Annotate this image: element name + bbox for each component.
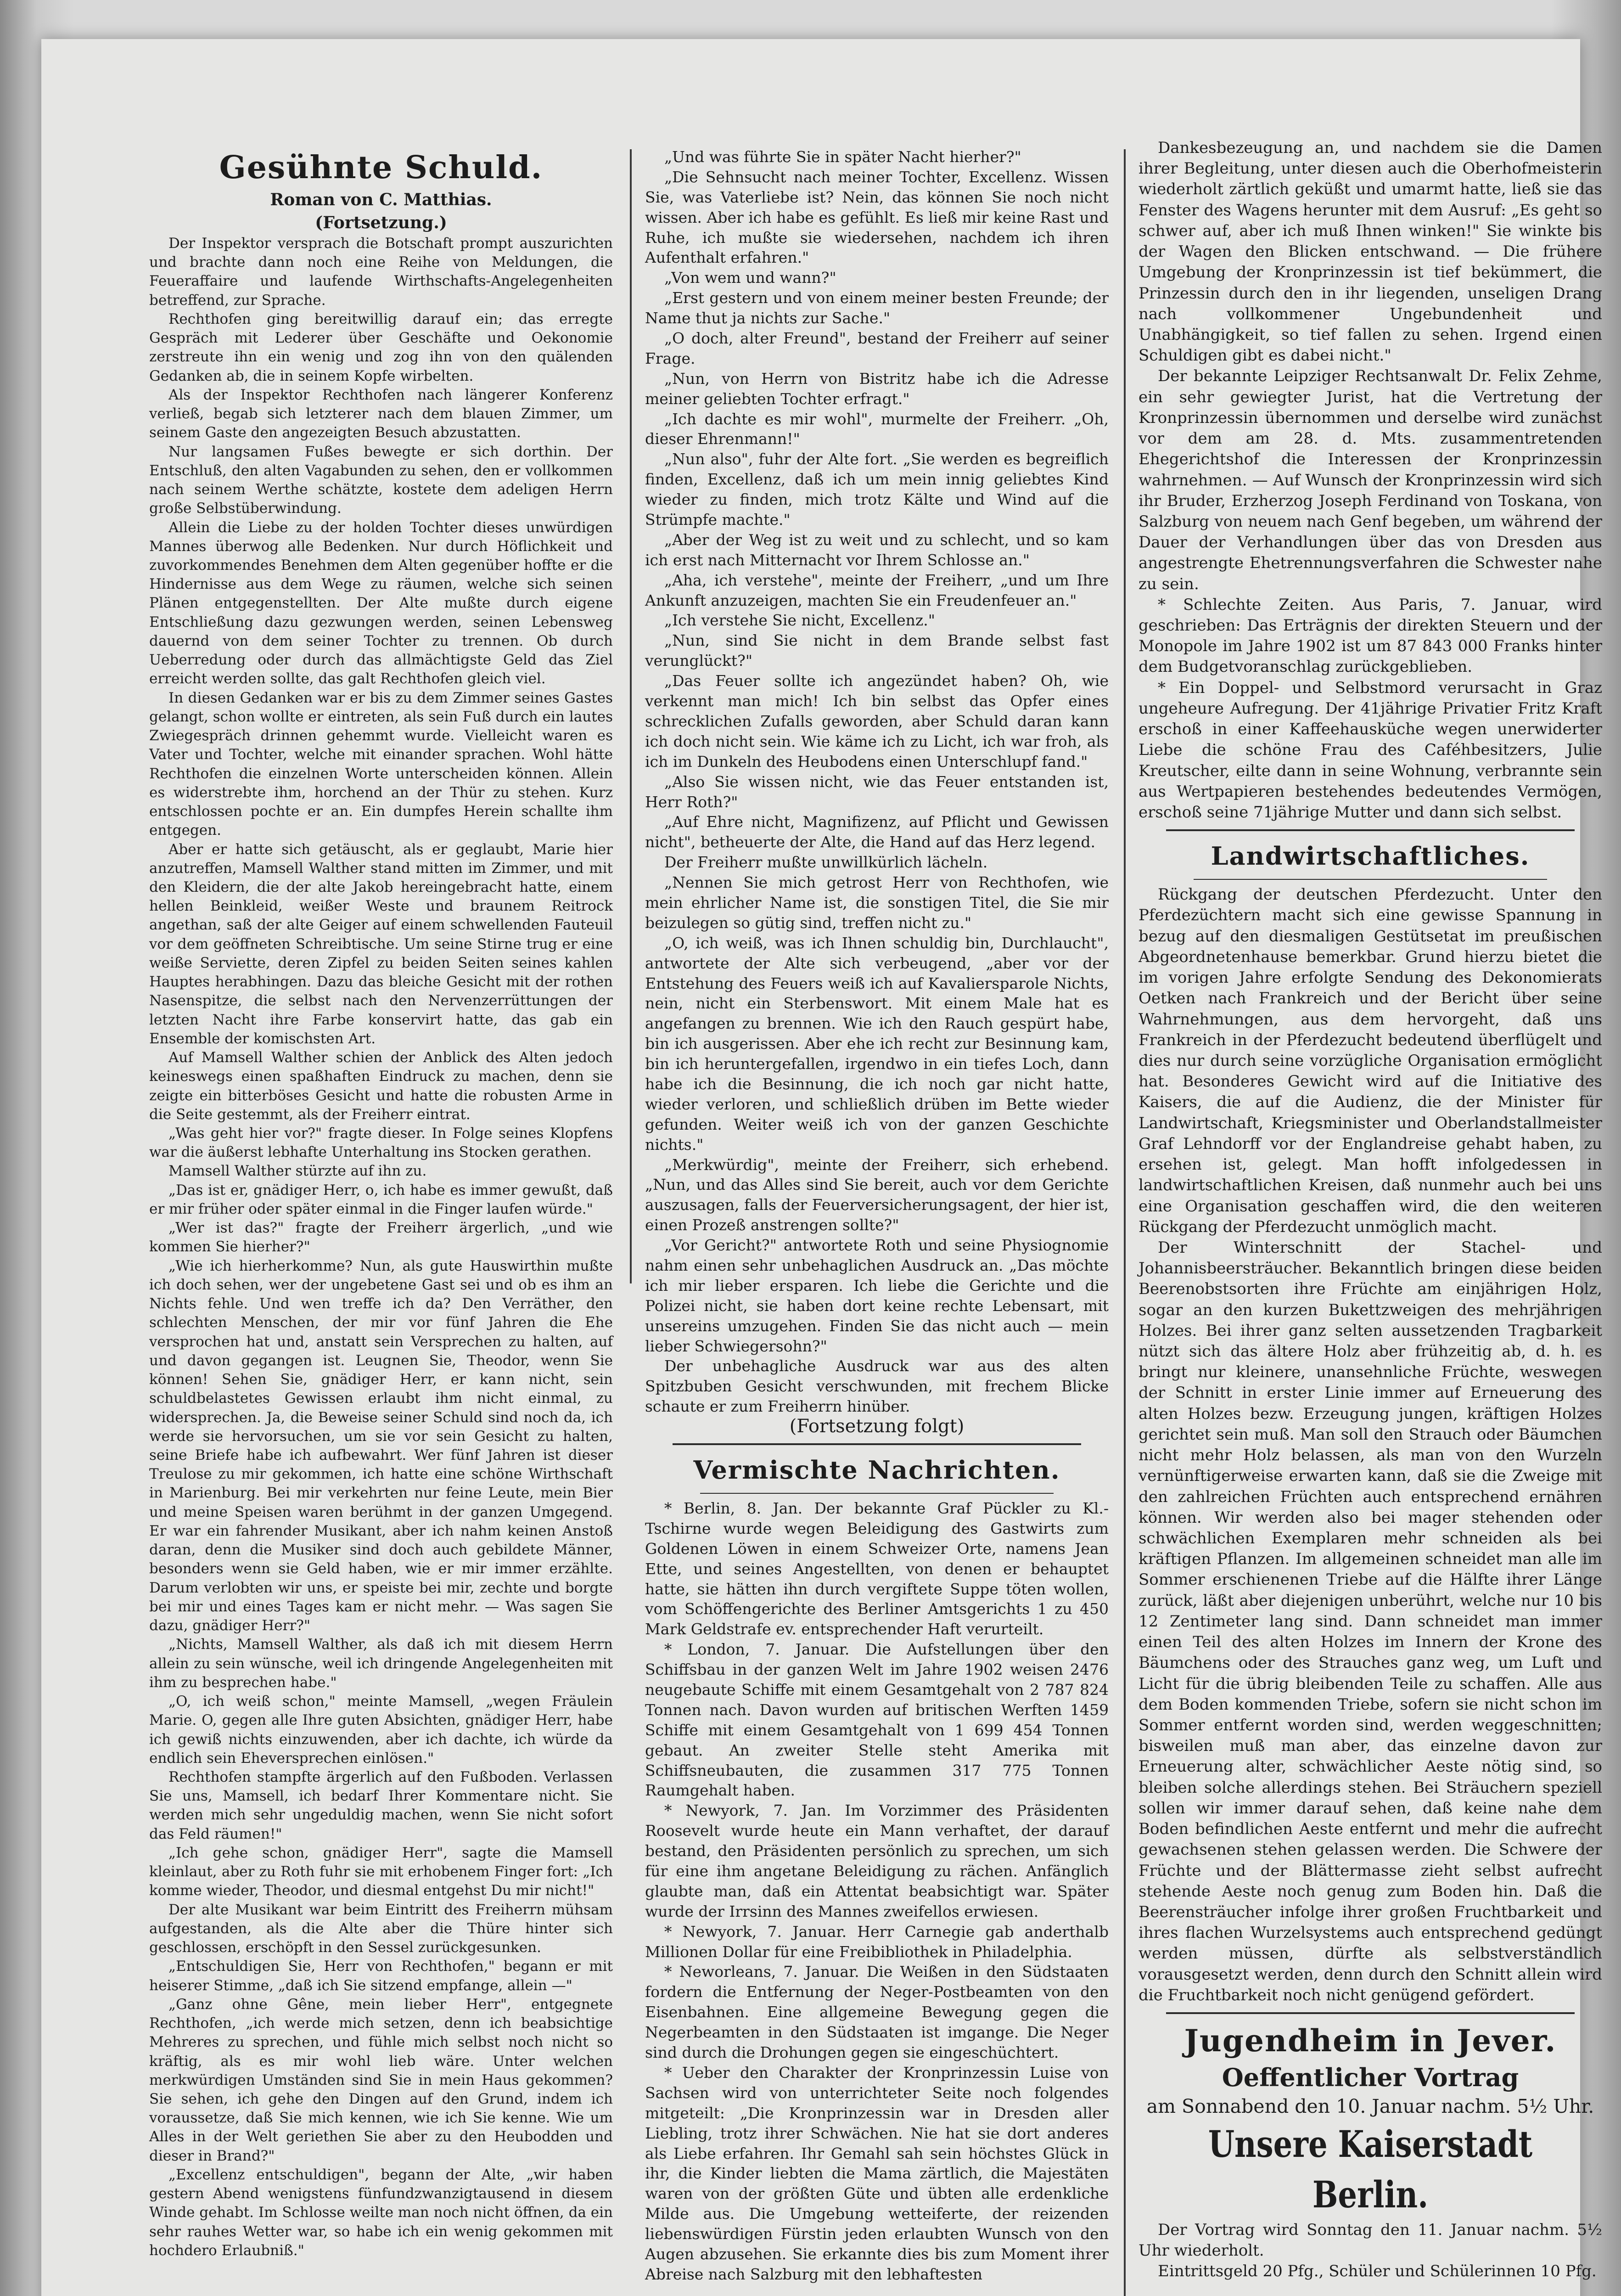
paragraph: „Was geht hier vor?" fragte dieser. In Folge seines Klopfens war die äußerst lebhafte Unterhaltung ins Stocken gerathen. [149, 1125, 613, 1161]
paragraph: „Wie ich hierherkomme? Nun, als gute Hauswirthin mußte ich doch sehen, wer der ungebetene Gast sei und ob es ihm an Nichts fehle. Und wen treffe ich da? Den Verräther, den schlechten Menschen, der mir vor fünf Jahren die Ehe versprochen hat und, anstatt sein Versprechen zu halten, auf und davon gegangen ist. Leugnen Sie, Theodor, wenn Sie können! Sehen Sie, gnädiger Herr, er kann nicht, sein schuldbelastetes Gewissen erlaubt ihm nicht einmal, zu widersprechen. Ja, die Beweise seiner Schuld sind noch da, ich werde sie hervorsuchen, um sie vor sein Gesicht zu halten, seine Briefe habe ich aufbewahrt. Wer fünf Jahren ist dieser Treulose zu mir gekommen, ich hatte eine schöne Wirthschaft in Marienburg. Bei mir verkehrten nur feine Leute, mein Bier und meine Speisen waren berühmt in der ganzen Umgegend. Er war ein fahrender Musikant, aber ich nahm keinen Anstoß daran, denn die Musiker sind doch auch gebildete Männer, besonders wenn sie Geld haben, wie er mir immer erzählte. Darum verlobten wir uns, er speiste bei mir, zechte und borgte bei mir und eines Tages kam er nicht mehr. — Was sagen Sie dazu, gnädiger Herr?" [149, 1257, 613, 1634]
paragraph: Als der Inspektor Rechthofen nach längerer Konferenz verließ, begab sich letzterer nach dem blauen Zimmer, um seinem Gaste den angezeigten Besuch abzustatten. [149, 386, 613, 441]
column-right [1139, 138, 1602, 2282]
paragraph: „Entschuldigen Sie, Herr von Rechthofen," begann er mit heiserer Stimme, „daß ich Sie sitzend empfange, allein —" [149, 1958, 613, 1994]
column-middle [645, 147, 1109, 2285]
paragraph: * Newyork, 7. Jan. Im Vorzimmer des Präsidenten Roosevelt wurde heute ein Mann verhaftet, der darauf bestand, den Präsidenten persönlich zu sprechen, um sich für eine ihm angetane Beleidigung zu rächen. Anfänglich glaubte man, daß ein Attentat beabsichtigt war. Später wurde der Irrsinn des Mannes zweifellos erwiesen. [645, 1801, 1109, 1920]
ad-lecture-title: Unsere Kaiserstadt Berlin. [1208, 2122, 1533, 2217]
section-divider [673, 1443, 1081, 1445]
news-section-title: Vermischte Nachrichten. [693, 1455, 1060, 1485]
serial-text-continued [645, 147, 1109, 1417]
paragraph: „Ich gehe schon, gnädiger Herr", sagte die Mamsell kleinlaut, aber zu Roth fuhr sie mit erhobenem Finger fort: „Ich komme wieder, Theodor, und diesmal entgehst Du mir nicht!" [149, 1844, 613, 1899]
section-divider [700, 1493, 1054, 1494]
paragraph: * Ueber den Charakter der Kronprinzessin Luise von Sachsen wird von unterrichteter Seite noch folgendes mitgeteilt: „Die Kronprinzessin war in Dresden aller Liebling, trotz ihrer Schwächen. Nie hat sie dort anderes als Liebe erfahren. Ihr Gemahl sah sein höchstes Glück in ihr, die Kinder liebten die Mama zärtlich, die Majestäten waren von der größten Güte und übten alle erdenkliche Milde aus. Die Umgebung wetteiferte, der reizenden liebenswürdigen Fürstin jeden erlaubten Wunsch von den Augen abzusehen. Sie erkannte dies bis zum Moment ihrer Abreise nach Salzburg mit den lebhaftesten [645, 2063, 1109, 2283]
paragraph: „Und was führte Sie in später Nacht hierher?" [664, 148, 1021, 166]
paragraph: Der Winterschnitt der Stachel- und Johannisbeersträucher. Bekanntlich bringen diese beiden Beerenobstsorten ihre Früchte am einjährigen Holz, sogar an den kurzen Bukettzweigen des mehrjährigen Holzes. Bei ihrer ganz selten aussetzenden Tragbarkeit nützt sich das ältere Holz aber frühzeitig ab, d. h. es bringt nur kleinere, unansehnliche Früchte, weswegen der Schnitt in erster Linie immer auf Erneuerung des alten Holzes bezw. Erzeugung jungen, kräftigen Holzes gerichtet sein muß. Man soll den Strauch oder Bäumchen nicht mehr Holz belassen, als man von den Wurzeln vernünftigerweise erwarten kann, daß sie die Zweige mit den zahlreichen Früchten auch entsprechend ernähren können. Wir werden also bei mager stehenden oder schwächlichen Exemplaren mehr schneiden als bei kräftigen Pflanzen. Im allgemeinen schneidet man alle im Sommer erschienenen Triebe auf die Hälfte ihrer Länge zurück, läßt aber diejenigen unberührt, welche nur 10 bis 12 Zentimeter lang sind. Dann schneidet man immer einen Teil des alten Holzes im Innern der Krone des Bäumchens oder des Strauches ganz weg, um Luft und Licht für die übrig bleibenden Teile zu schaffen. Alle aus dem Boden kommenden Triebe, sofern sie nicht schon im Sommer entfernt worden sind, werden weggeschnitten; bisweilen muß man aber, das einzelne davon zur Erneuerung alter, schwächlicher Aeste nötig sind, so bleiben solche allerdings stehen. Bei Sträuchern speziell sollen wir immer darauf sehen, daß keine nahe dem Boden befindlichen Aeste entfernt und mehr die aufrecht gewachsenen stehen gelassen werden. Die Schwere der Früchte und der Blättermasse zieht selbst aufrecht stehende Aeste noch genug zum Boden hin. Daß die Beerensträucher infolge ihrer großen Fruchtbarkeit und ihres flachen Wurzelsystems auch entsprechend gedüngt werden müssen, dürfte als selbstverständlich vorausgesetzt werden, denn durch den Schnitt allein wird die Fruchtbarkeit noch nicht genügend gefördert. [1139, 1238, 1602, 2004]
paragraph: Nur langsamen Fußes bewegte er sich dorthin. Der Entschluß, den alten Vagabunden zu sehen, den er vollkommen nach seinem Werthe schätzte, kostete dem adeligen Herrn große Selbstüberwindung. [149, 443, 613, 517]
paragraph: Der unbehagliche Ausdruck war aus des alten Spitzbuben Gesicht verschwunden, mit frechem Blicke schaute er zum Freiherrn hinüber. [645, 1357, 1109, 1416]
paragraph: Der alte Musikant war beim Eintritt des Freiherrn mühsam aufgestanden, als die Alte aber die Thüre hinter sich geschlossen, erschöpft in den Sessel zurückgesunken. [149, 1901, 613, 1956]
paragraph: „Wer ist das?" fragte der Freiherr ärgerlich, „und wie kommen Sie hierher?" [149, 1220, 613, 1255]
paragraph: „Ganz ohne Gêne, mein lieber Herr", entgegnete Rechthofen, „ich werde mich setzen, denn ich beabsichtige Mehreres zu sprechen, und fühle mich selbst noch nicht so kräftig, als es mir wohl lieb wäre. Unter welchen merkwürdigen Umständen sind Sie in mein Haus gekommen? Sie sehen, ich gehe den Dingen auf den Grund, indem ich voraussetze, daß Sie mich kennen, wie ich Sie kenne. Wie um Alles in der Welt geriethen Sie aber zu den Heubodden und dieser in Brand?" [149, 1996, 613, 2164]
paragraph: „Von wem und wann?" [664, 269, 836, 287]
paragraph: In diesen Gedanken war er bis zu dem Zimmer seines Gastes gelangt, schon wollte er eintreten, als sein Fuß durch ein lautes Zwiegespräch drinnen gehemmt wurde. Vielleicht waren es Vater und Tochter, welche mit einander sprachen. Wohl hätte Rechthofen die einzelnen Worte unterscheiden können. Allein es widerstrebte ihm, horchend an der Thür zu stehen. Kurz entschlossen pochte er an. Ein dumpfes Herein schallte ihm entgegen. [149, 689, 613, 839]
paragraph: Allein die Liebe zu der holden Tochter dieses unwürdigen Mannes überwog alle Bedenken. Nur durch Höflichkeit und zuvorkommendes Benehmen dem Alten gegenüber hoffte er die Hindernisse aus dem Wege zu räumen, welche sich seinen Plänen entgegenstellten. Der Alte mußte durch eigene Entschließung dazu gezwungen werden, seinen Lebensweg dauernd von dem seiner Tochter zu trennen. Ob durch Ueberredung oder durch das allmächtigste Geld das Ziel erreicht werden sollte, das galt Rechthofen gleich viel. [149, 519, 613, 687]
ad-price: Eintrittsgeld 20 Pfg., Schüler und Schülerinnen 10 Pfg. [1158, 2262, 1597, 2281]
paragraph: * Newyork, 7. Januar. Herr Carnegie gab anderthalb Millionen Dollar für eine Freibibliothek in Philadelphia. [645, 1922, 1109, 1961]
section-divider [1194, 879, 1547, 880]
paragraph: „Nennen Sie mich getrost Herr von Rechthofen, wie mein ehrlicher Name ist, die sonstigen Titel, die Sie mir beizulegen so gütig sind, treffen nicht zu." [645, 873, 1109, 932]
continued-note: (Fortsetzung folgt) [789, 1416, 965, 1437]
paragraph: Der Inspektor versprach die Botschaft prompt auszurichten und brachte dann noch eine Reihe von Meldungen, die Feueraffaire und laufende Wirthschafts-Angelegenheiten betreffend, zur Sprache. [149, 235, 613, 309]
paragraph: „Nun also", fuhr der Alte fort. „Sie werden es begreiflich finden, Excellenz, daß ich um mein innig geliebtes Kind wieder zu finden, mich trotz Kälte und Wind auf die Strümpfe machte." [645, 450, 1109, 529]
paragraph: * London, 7. Januar. Die Aufstellungen über den Schiffsbau in der ganzen Welt im Jahre 1902 weisen 2476 neugebaute Schiffe mit einem Gesamtgehalt von 2 787 824 Tonnen nach. Davon wurden auf britischen Werften 1459 Schiffe mit einem Gesamtgehalt von 1 699 454 Tonnen gebaut. An zweiter Stelle steht Amerika mit Schiffsneubauten, die zusammen 317 775 Tonnen Raumgehalt haben. [645, 1640, 1109, 1800]
news-items [645, 1498, 1109, 2285]
paragraph: „Aber der Weg ist zu weit und zu schlecht, und so kam ich erst nach Mitternacht vor Ihrem Schlosse an." [645, 530, 1109, 569]
paragraph: Aber er hatte sich getäuscht, als er geglaubt, Marie hier anzutreffen, Mamsell Walther stand mitten im Zimmer, und mit den Kleidern, die der alte Jakob hereingebracht hatte, einem hellen Beinkleid, weißer Weste und braunem Reitrock angethan, saß der alte Geiger auf einem schwellenden Fauteuil vor dem geöffneten Schreibtische. Um seine Stirne trug er eine weiße Serviette, deren Zipfel zu beiden Seiten seines kahlen Hauptes herabhingen. Dazu das bleiche Gesicht mit der rothen Nasenspitze, die selbst nach den Nervenzerrüttungen der letzten Nacht ihre Farbe konservirt hatte, das gab ein Ensemble der komischsten Art. [149, 841, 613, 1047]
paragraph: „Die Sehnsucht nach meiner Tochter, Excellenz. Wissen Sie, was Vaterliebe ist? Nein, das können Sie noch nicht wissen. Aber ich habe es gefühlt. Es ließ mir keine Rast und Ruhe, ich mußte sie wiedersehen, nachdem ich ihren Aufenthalt erfahren." [645, 168, 1109, 267]
paragraph: „O, ich weiß, was ich Ihnen schuldig bin, Durchlaucht", antwortete der Alte sich verbeugend, „aber vor der Entstehung des Feuers weiß ich auf Kavaliersparole Nichts, nein, nicht ein Sterbenswort. Mit einem Male hat es angefangen zu brennen. Wie ich den Rauch gespürt habe, bin ich ausgerissen. Aber ehe ich recht zur Besinnung kam, bin ich heruntergefallen, irgendwo in ein tiefes Loch, dann habe ich die Besinnung, die ich noch gar nicht hatte, wieder verloren, und schließlich drüben im Bette wieder gefunden. Weiter weiß ich von der ganzen Geschichte nichts." [645, 934, 1109, 1154]
paragraph: Der Freiherr mußte unwillkürlich lächeln. [664, 853, 988, 872]
column-rule [1124, 149, 1126, 2296]
paragraph: „Merkwürdig", meinte der Freiherr, sich erhebend. „Nun, und das Alles sind Sie bereit, auch vor dem Gerichte auszusagen, falls der Feuerversicherungsagent, der hier ist, einen Prozeß anstrengen sollte?" [645, 1155, 1109, 1234]
paragraph: „Nichts, Mamsell Walther, als daß ich mit diesem Herrn allein zu sein wünsche, weil ich dringende Angelegenheiten mit ihm zu besprechen habe." [149, 1636, 613, 1691]
paragraph: „Erst gestern und von einem meiner besten Freunde; der Name thut ja nichts zur Sache." [645, 289, 1109, 327]
paragraph: „Das Feuer sollte ich angezündet haben? Oh, wie verkennt man mich! Ich bin selbst das Opfer eines schrecklichen Zufalls geworden, aber Schuld daran kann ich doch nicht sein. Wie käme ich zu Licht, ich war froh, als ich im Dunkeln des Heubodens einen Unterschlupf fand." [645, 672, 1109, 771]
paragraph: Der bekannte Leipziger Rechtsanwalt Dr. Felix Zehme, ein sehr gewiegter Jurist, hat die Vertretung der Kronprinzessin übernommen und derselbe wird zunächst vor dem am 28. d. Mts. zusammentretenden Ehegerichtshof die Interessen der Kronprinzessin wahrnehmen. — Auf Wunsch der Kronprinzessin wird sich ihr Bruder, Erzherzog Joseph Ferdinand von Toskana, von Salzburg von neuem nach Genf begeben, um während der Dauer der Verhandlungen über das von Dresden aus angestrengte Ehetrennungsverfahren die Schwester nahe zu sein. [1139, 367, 1602, 593]
paragraph: Mamsell Walther stürzte auf ihn zu. [168, 1163, 427, 1180]
paragraph: Dankesbezeugung an, und nachdem sie die Damen ihrer Begleitung, unter diesen auch die Oberhofmeisterin wiederholt zärtlich geküßt und umarmt hatte, ließ sie das Fenster des Wagens herunter mit dem Ausruf: „Es geht so schwer auf, aber ich muß Ihnen winken!" Sie winkte bis der Wagen den Blicken entschwand. — Die frühere Umgebung der Kronprinzessin ist tief bekümmert, die Prinzessin durch den in ihr liegenden, unseligen Drang nach vollkommener Ungebundenheit und Unabhängigkeit, so tief fallen zu sehen. Irgend einen Schuldigen gibt es dabei nicht." [1139, 139, 1602, 365]
paragraph: Rückgang der deutschen Pferdezucht. Unter den Pferdezüchtern macht sich eine gewisse Spannung in bezug auf den diesmaligen Gestütsetat im preußischen Abgeordnetenhause bemerkbar. Grund hierzu bietet die im vorigen Jahre erfolgte Sendung des Dekonomierats Oetken nach Frankreich und der Bericht über seine Wahrnehmungen, aus dem hervorgeht, daß uns Frankreich in der Pferdezucht bedeutend überflügelt und dies nur durch seine vorzügliche Organisation ermöglicht hat. Besonderes Gewicht wird auf die Initiative des Kaisers, die auf die Audienz, die der Minister für Landwirtschaft, Kriegsminister und Oberlandstallmeister Graf Lehndorff vor der Englandreise gehabt haben, zu ersehen ist, gelegt. Man hofft infolgedessen in landwirtschaftlichen Kreisen, daß nunmehr auch bei uns eine Organisation geschaffen wird, die den weiteren Rückgang der Pferdezucht unmöglich macht. [1139, 885, 1602, 1236]
paragraph: Auf Mamsell Walther schien der Anblick des Alten jedoch keineswegs einen spaßhaften Eindruck zu machen, denn sie zeigte ein bitterböses Gesicht und hatte die robusten Arme in die Seite gestemmt, als der Freiherr eintrat. [149, 1049, 613, 1123]
news-continued [1139, 138, 1602, 823]
paragraph: „Nun, sind Sie nicht in dem Brande selbst fast verunglückt?" [645, 631, 1109, 670]
column-left [149, 147, 613, 2260]
ad-repeat: Der Vortrag wird Sonntag den 11. Januar nachm. 5½ Uhr wiederholt. [1139, 2221, 1602, 2260]
ad-subheadline: Oeffentlicher Vortrag [1222, 2063, 1519, 2093]
serial-title: Gesühnte Schuld. [219, 149, 543, 186]
advertisement [1139, 2020, 1602, 2282]
serial-continuation: (Fortsetzung.) [315, 213, 447, 232]
paragraph: „O, ich weiß schon," meinte Mamsell, „wegen Fräulein Marie. O, gegen alle Ihre guten Absichten, gnädiger Herr, habe ich gewiß nichts einzuwenden, aber ich dachte, ich würde da endlich sein Eheversprechen einlösen." [149, 1693, 613, 1767]
paragraph: „Nun, von Herrn von Bistritz habe ich die Adresse meiner geliebten Tochter erfragt." [645, 369, 1109, 408]
paragraph: „Vor Gericht?" antwortete Roth und seine Physiognomie nahm einen sehr unbehaglichen Ausdruck an. „Das möchte ich mir lieber ersparen. Ich liebe die Gerichte und die Polizei nicht, sie haben dort keine rechte Lebensart, mit unsereins umzugehen. Finden Sie das nicht auch — mein lieber Schwiegersohn?" [645, 1236, 1109, 1355]
serial-byline: Roman von C. Matthias. [270, 190, 492, 209]
agri-items [1139, 884, 1602, 2006]
paragraph: „Ich dachte es mir wohl", murmelte der Freiherr. „Oh, dieser Ehrenmann!" [645, 410, 1109, 448]
newspaper-page [41, 39, 1602, 2296]
serial-text [149, 234, 613, 2260]
paragraph: * Ein Doppel- und Selbstmord verursacht in Graz ungeheure Aufregung. Der 41jährige Privatier Fritz Kraft erschoß in einer Kaffeehausküche wegen unerwiderter Liebe die schöne Frau des Caféhbesitzers, Julie Kreutscher, eilte dann in seine Wohnung, verbrannte sein aus Wertpapieren bestehendes bedeutendes Vermögen, erschoß seine 71jährige Mutter und dann sich selbst. [1139, 678, 1602, 822]
paragraph: „Excellenz entschuldigen", begann der Alte, „wir haben gestern Abend wenigstens fünfundzwanzigtausend in diesem Winde gehabt. Im Schlosse weilte man noch nicht öffnen, da ein sehr rauhes Wetter war, so habe ich ein wenig gekommen mit hochdero Erlaubniß." [149, 2166, 613, 2259]
paragraph: Rechthofen ging bereitwillig darauf ein; das erregte Gespräch mit Lederer über Geschäfte und Oekonomie zerstreute ihn ein wenig und zog ihn von den quälenden Gedanken ab, die in seinem Kopfe wirbelten. [149, 310, 613, 384]
column-rule [630, 149, 632, 1283]
paragraph: „Auf Ehre nicht, Magnifizenz, auf Pflicht und Gewissen nicht", betheuerte der Alte, die Hand auf das Herz legend. [645, 813, 1109, 851]
paragraph: „Das ist er, gnädiger Herr, o, ich habe es immer gewußt, daß er mir früher oder später einmal in die Finger laufen würde." [149, 1182, 613, 1217]
paragraph: Rechthofen stampfte ärgerlich auf den Fußboden. Verlassen Sie uns, Mamsell, ich bedarf Ihrer Kommentare nicht. Sie werden mich sehr ungeduldig machen, wenn Sie nicht sofort das Feld räumen!" [149, 1768, 613, 1842]
section-divider [1166, 2012, 1575, 2014]
paragraph: „O doch, alter Freund", bestand der Freiherr auf seiner Frage. [645, 329, 1109, 367]
paragraph: „Aha, ich verstehe", meinte der Freiherr, „und um Ihre Ankunft anzuzeigen, machten Sie ein Freudenfeuer an." [645, 571, 1109, 609]
paragraph: * Neworleans, 7. Januar. Die Weißen in den Südstaaten fordern die Entfernung der Neger-Postbeamten von den Eisenbahnen. Eine allgemeine Bewegung gegen die Negerbeamten in den Südstaaten ist imgange. Die Neger sind durch die Drohungen gegen sie eingeschüchtert. [645, 1963, 1109, 2062]
section-divider [1166, 829, 1575, 831]
ad-date: am Sonnabend den 10. Januar nachm. 5½ Uhr. [1146, 2095, 1594, 2118]
paragraph: * Schlechte Zeiten. Aus Paris, 7. Januar, wird geschrieben: Das Erträgnis der direkten Steuern und der Monopole im Jahre 1902 ist um 87 843 000 Franks hinter dem Budgetvoranschlag zurückgeblieben. [1139, 595, 1602, 676]
paragraph: „Also Sie wissen nicht, wie das Feuer entstanden ist, Herr Roth?" [645, 772, 1109, 811]
agri-section-title: Landwirtschaftliches. [1211, 841, 1530, 871]
ad-headline: Jugendheim in Jever. [1184, 2023, 1557, 2059]
paragraph: „Ich verstehe Sie nicht, Excellenz." [664, 611, 935, 630]
paragraph: * Berlin, 8. Jan. Der bekannte Graf Pückler zu Kl.-Tschirne wurde wegen Beleidigung des Gastwirts zum Goldenen Löwen in einem Schweizer Orte, namens Jean Ette, und seines Angestellten, von denen er behauptet hatte, sie hätten ihn durch vergiftete Suppe töten wollen, vom Schöffengerichte des Berliner Amtsgerichts 1 zu 450 Mark Geldstrafe ev. entsprechender Haft verurteilt. [645, 1499, 1109, 1638]
